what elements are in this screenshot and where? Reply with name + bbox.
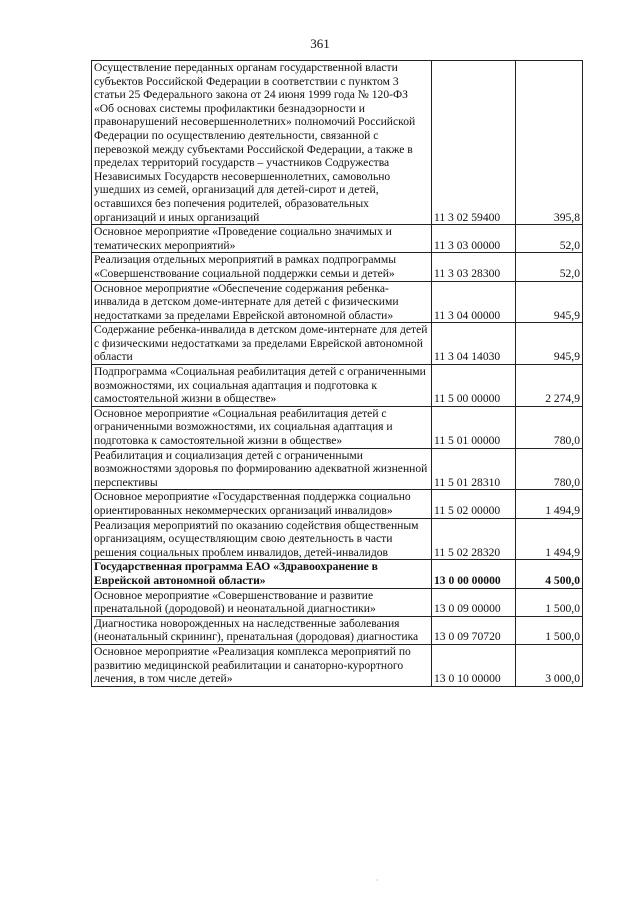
row-code-cell: 11 3 04 00000: [432, 281, 516, 323]
row-amount-cell: 395,8: [516, 61, 583, 225]
row-name-cell: Осуществление переданных органам государственной власти субъектов Российской Федерации в соответствии с пунктом 3 статьи 25 Федерального закона от 24 июня 1999 года № 120-ФЗ «Об основах системы профилактики безнадзорности и правонарушений несовершеннолетних» полномочий Российской Федерации по осуществлению деятельности, связанной с перевозкой между субъектами Российской Федерации, а также в пределах территорий государств – участников Содружества Независимых Государств несовершеннолетних, самовольно ушедших из семей, организаций для детей-сирот и детей, оставшихся без попечения родителей, образовательных организаций и иных организаций: [92, 61, 432, 225]
row-name-cell: Государственная программа ЕАО «Здравоохранение в Еврейской автономной области»: [92, 560, 432, 588]
table-row: [92, 365, 583, 407]
table-row: [92, 406, 583, 448]
row-amount-cell: 780,0: [516, 448, 583, 490]
row-code-cell: 11 5 01 00000: [432, 406, 516, 448]
row-amount-cell: 4 500,0: [516, 560, 583, 588]
row-code-cell: 13 0 09 70720: [432, 616, 516, 644]
row-amount-cell: 1 500,0: [516, 616, 583, 644]
table-row: [92, 490, 583, 518]
row-amount-cell: 945,9: [516, 323, 583, 365]
row-name-cell: Основное мероприятие «Реализация комплекса мероприятий по развитию медицинской реабилитации и санаторно-курортного лечения, в том числе детей»: [92, 644, 432, 686]
table-row: [92, 518, 583, 560]
scan-artifact-dot: ·: [376, 876, 379, 885]
row-code-cell: 11 3 03 28300: [432, 253, 516, 281]
row-code-cell: 11 3 04 14030: [432, 323, 516, 365]
table-row: [92, 323, 583, 365]
row-code-cell: 11 5 01 28310: [432, 448, 516, 490]
row-amount-cell: 1 500,0: [516, 588, 583, 616]
row-name-cell: Диагностика новорожденных на наследственные заболевания (неонатальный скрининг), пренатальная (дородовая) диагностика: [92, 616, 432, 644]
row-name-cell: Основное мероприятие «Государственная поддержка социально ориентированных некоммерческих организаций инвалидов»: [92, 490, 432, 518]
row-amount-cell: 2 274,9: [516, 365, 583, 407]
table-row: [92, 253, 583, 281]
row-name-cell: Подпрограмма «Социальная реабилитация детей с ограниченными возможностями, их социальная адаптация и подготовка к самостоятельной жизни в обществе»: [92, 365, 432, 407]
row-amount-cell: 1 494,9: [516, 518, 583, 560]
row-amount-cell: 1 494,9: [516, 490, 583, 518]
row-amount-cell: 52,0: [516, 225, 583, 253]
row-code-cell: 11 3 02 59400: [432, 61, 516, 225]
table-row: [92, 448, 583, 490]
row-name-cell: Реализация мероприятий по оказанию содействия общественным организациям, осуществляющим свою деятельность в части решения социальных проблем инвалидов, детей-инвалидов: [92, 518, 432, 560]
row-code-cell: 11 5 02 28320: [432, 518, 516, 560]
budget-table-body: [92, 61, 583, 687]
row-name-cell: Содержание ребенка-инвалида в детском доме-интернате для детей с физическими недостатками за пределами Еврейской автономной области: [92, 323, 432, 365]
page-number: 361: [310, 36, 330, 51]
table-row: [92, 644, 583, 686]
table-row: [92, 281, 583, 323]
row-code-cell: 11 5 00 00000: [432, 365, 516, 407]
budget-table: [91, 60, 583, 687]
row-code-cell: 13 0 10 00000: [432, 644, 516, 686]
row-name-cell: Основное мероприятие «Проведение социально значимых и тематических мероприятий»: [92, 225, 432, 253]
row-code-cell: 13 0 00 00000: [432, 560, 516, 588]
table-row: [92, 616, 583, 644]
row-name-cell: Основное мероприятие «Обеспечение содержания ребенка-инвалида в детском доме-интернате для детей с физическими недостатками за пределами Еврейской автономной области»: [92, 281, 432, 323]
row-code-cell: 13 0 09 00000: [432, 588, 516, 616]
row-code-cell: 11 3 03 00000: [432, 225, 516, 253]
row-name-cell: Реализация отдельных мероприятий в рамках подпрограммы «Совершенствование социальной поддержки семьи и детей»: [92, 253, 432, 281]
table-row: [92, 588, 583, 616]
table-row: [92, 61, 583, 225]
row-amount-cell: 780,0: [516, 406, 583, 448]
row-code-cell: 11 5 02 00000: [432, 490, 516, 518]
row-name-cell: Реабилитация и социализация детей с ограниченными возможностями здоровья по формированию адекватной жизненной перспективы: [92, 448, 432, 490]
row-amount-cell: 3 000,0: [516, 644, 583, 686]
row-name-cell: Основное мероприятие «Совершенствование и развитие пренатальной (дородовой) и неонатальной диагностики»: [92, 588, 432, 616]
table-row: [92, 560, 583, 588]
table-row: [92, 225, 583, 253]
row-name-cell: Основное мероприятие «Социальная реабилитация детей с ограниченными возможностями, их социальная адаптация и подготовка к самостоятельной жизни в обществе»: [92, 406, 432, 448]
row-amount-cell: 945,9: [516, 281, 583, 323]
row-amount-cell: 52,0: [516, 253, 583, 281]
